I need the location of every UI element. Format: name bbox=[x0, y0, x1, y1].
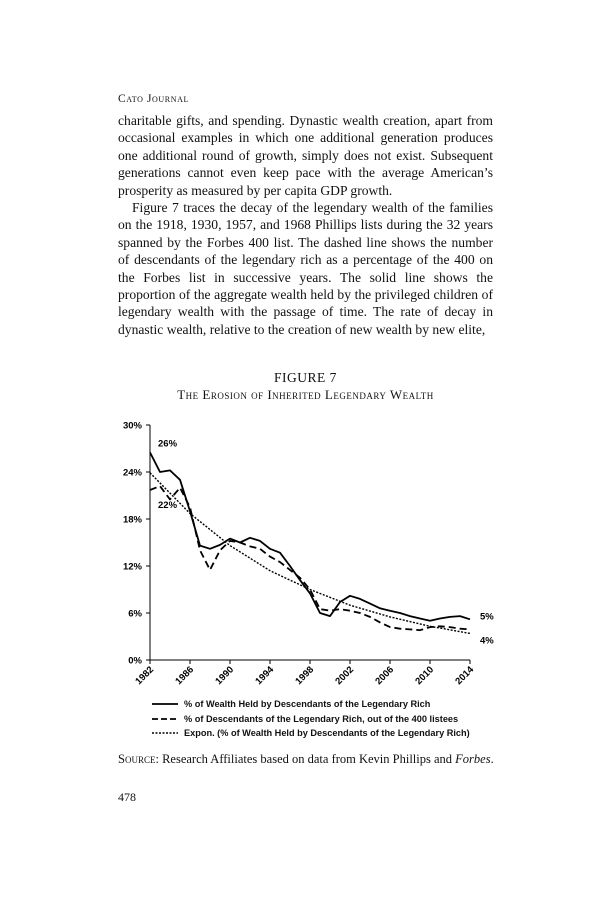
x-tick-label: 1998 bbox=[293, 664, 317, 688]
line-chart bbox=[100, 410, 500, 700]
y-tick-label: 30% bbox=[122, 420, 142, 432]
x-tick-label: 2002 bbox=[333, 664, 357, 688]
chart-legend bbox=[152, 697, 470, 741]
x-tick-label: 1990 bbox=[213, 664, 237, 688]
y-tick-label: 12% bbox=[122, 561, 142, 573]
x-tick-label: 2014 bbox=[453, 664, 477, 688]
data-label: 5% bbox=[480, 611, 494, 623]
source-italic: Forbes bbox=[455, 752, 491, 766]
figure-source bbox=[118, 752, 508, 767]
body-text bbox=[118, 112, 493, 338]
figure-number: FIGURE 7 bbox=[274, 370, 337, 385]
page-number: 478 bbox=[118, 790, 136, 804]
legend-solid-line-icon bbox=[152, 701, 178, 707]
legend-dashed-line-icon bbox=[152, 716, 178, 722]
y-tick-label: 6% bbox=[128, 608, 142, 620]
data-label: 26% bbox=[158, 438, 178, 450]
series-descendants-line bbox=[150, 486, 470, 630]
legend-entry-solid bbox=[152, 697, 470, 712]
y-tick-label: 18% bbox=[122, 514, 142, 526]
data-label: 22% bbox=[158, 500, 178, 512]
legend-label-dashed: % of Descendants of the Legendary Rich, out of the 400 listees bbox=[184, 713, 459, 724]
legend-entry-dotted bbox=[152, 726, 470, 741]
series-exponential-trendline bbox=[150, 473, 470, 634]
legend-entry-dashed bbox=[152, 712, 470, 727]
x-tick-label: 1986 bbox=[173, 664, 197, 688]
legend-dotted-line-icon bbox=[152, 730, 178, 736]
x-tick-label: 1994 bbox=[253, 664, 277, 688]
series-wealth-held-line bbox=[150, 452, 470, 620]
x-tick-label: 2006 bbox=[373, 664, 397, 688]
figure-title: The Erosion of Inherited Legendary Wealth bbox=[177, 387, 434, 402]
legend-label-solid: % of Wealth Held by Descendants of the Legendary Rich bbox=[184, 699, 431, 710]
x-tick-label: 2010 bbox=[413, 664, 437, 688]
y-tick-label: 0% bbox=[128, 655, 142, 667]
x-tick-label: 1982 bbox=[133, 664, 157, 688]
paragraph-2: Figure 7 traces the decay of the legendary wealth of the families on the 1918, 1930, 1957, and 1968 Phillips lists during the 32 years spanned by the Forbes 400 list. The dashed line shows the number of descendants of the legendary rich as a percentage of the 400 on the Forbes list in successive years. The solid line shows the proportion of the aggregate wealth held by the privileged children of legendary wealth with the passage of time. The rate of decay in dynastic wealth, relative to the creation of new wealth by new elite, bbox=[118, 200, 493, 337]
y-tick-label: 24% bbox=[122, 467, 142, 479]
source-label: Source: bbox=[118, 752, 159, 766]
paragraph-1: charitable gifts, and spending. Dynastic wealth creation, apart from occasional examples in which one additional generation produces one additional round of growth, simply does not exist. Subsequent generations cannot even keep pace with the average American’s prosperity as measured by per capita GDP growth. bbox=[118, 113, 493, 198]
source-end: . bbox=[490, 752, 494, 766]
legend-label-dotted: Expon. (% of Wealth Held by Descendants of the Legendary Rich) bbox=[184, 728, 470, 739]
source-text: Research Affiliates based on data from Kevin Phillips and bbox=[158, 752, 456, 766]
running-head: Cato Journal bbox=[118, 93, 189, 105]
data-label: 4% bbox=[480, 635, 494, 647]
